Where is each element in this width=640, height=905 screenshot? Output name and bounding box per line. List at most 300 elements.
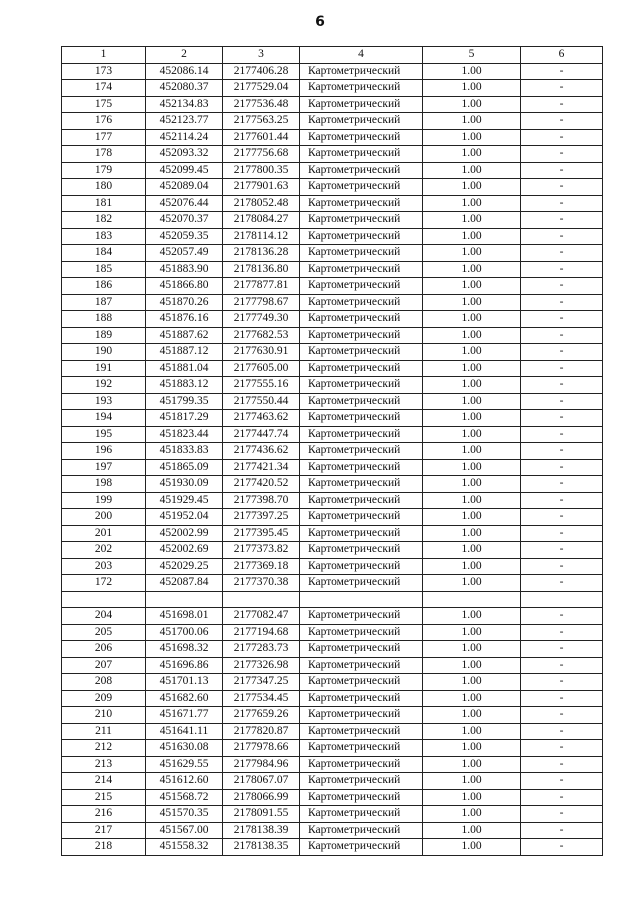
cell-y-coordinate: 2177369.18 xyxy=(223,558,300,575)
cell-note: - xyxy=(521,674,603,691)
cell-y-coordinate: 2177800.35 xyxy=(223,162,300,179)
cell-x-coordinate: 452114.24 xyxy=(146,129,223,146)
cell-method: Картометрический xyxy=(300,278,423,295)
cell-note: - xyxy=(521,162,603,179)
cell-y-coordinate: 2177283.73 xyxy=(223,641,300,658)
cell-point-number: 204 xyxy=(62,608,146,625)
cell-method: Картометрический xyxy=(300,624,423,641)
cell-method: Картометрический xyxy=(300,129,423,146)
cell-point-number: 208 xyxy=(62,674,146,691)
cell-accuracy: 1.00 xyxy=(423,575,521,592)
table-row xyxy=(62,806,603,823)
table-row xyxy=(62,558,603,575)
cell-x-coordinate: 451866.80 xyxy=(146,278,223,295)
cell-x-coordinate: 452099.45 xyxy=(146,162,223,179)
column-header: 1 xyxy=(62,47,146,64)
cell-y-coordinate: 2177529.04 xyxy=(223,80,300,97)
cell-accuracy: 1.00 xyxy=(423,410,521,427)
cell-x-coordinate: 452057.49 xyxy=(146,245,223,262)
cell-y-coordinate: 2177820.87 xyxy=(223,723,300,740)
cell-point-number: 184 xyxy=(62,245,146,262)
cell-method: Картометрический xyxy=(300,674,423,691)
cell-note: - xyxy=(521,129,603,146)
cell-x-coordinate: 451630.08 xyxy=(146,740,223,757)
cell-x-coordinate: 451629.55 xyxy=(146,756,223,773)
cell-note: - xyxy=(521,212,603,229)
cell-x-coordinate: 452134.83 xyxy=(146,96,223,113)
cell-accuracy: 1.00 xyxy=(423,377,521,394)
cell-y-coordinate: 2177978.66 xyxy=(223,740,300,757)
cell-x-coordinate: 451612.60 xyxy=(146,773,223,790)
cell-x-coordinate: 452059.35 xyxy=(146,228,223,245)
cell-point-number: 189 xyxy=(62,327,146,344)
table-row xyxy=(62,789,603,806)
cell-y-coordinate: 2177601.44 xyxy=(223,129,300,146)
cell-x-coordinate: 451883.90 xyxy=(146,261,223,278)
cell-note: - xyxy=(521,740,603,757)
cell-point-number: 206 xyxy=(62,641,146,658)
cell-method: Картометрический xyxy=(300,542,423,559)
column-header: 3 xyxy=(223,47,300,64)
cell-note: - xyxy=(521,756,603,773)
cell-x-coordinate: 451701.13 xyxy=(146,674,223,691)
cell-point-number: 186 xyxy=(62,278,146,295)
cell-method: Картометрический xyxy=(300,690,423,707)
cell-y-coordinate: 2177194.68 xyxy=(223,624,300,641)
cell-point-number: 209 xyxy=(62,690,146,707)
cell-point-number: 188 xyxy=(62,311,146,328)
cell-note: - xyxy=(521,195,603,212)
table-row xyxy=(62,459,603,476)
cell-point-number: 176 xyxy=(62,113,146,130)
table-row xyxy=(62,195,603,212)
cell-point-number xyxy=(62,591,146,608)
cell-y-coordinate: 2178114.12 xyxy=(223,228,300,245)
cell-y-coordinate: 2178052.48 xyxy=(223,195,300,212)
cell-accuracy: 1.00 xyxy=(423,96,521,113)
table-body xyxy=(62,63,603,855)
cell-point-number: 193 xyxy=(62,393,146,410)
cell-x-coordinate: 452029.25 xyxy=(146,558,223,575)
cell-accuracy: 1.00 xyxy=(423,476,521,493)
cell-accuracy: 1.00 xyxy=(423,674,521,691)
cell-accuracy: 1.00 xyxy=(423,773,521,790)
table-row xyxy=(62,113,603,130)
cell-accuracy: 1.00 xyxy=(423,624,521,641)
table-row xyxy=(62,146,603,163)
cell-accuracy: 1.00 xyxy=(423,839,521,856)
cell-method: Картометрический xyxy=(300,393,423,410)
cell-y-coordinate xyxy=(223,591,300,608)
cell-x-coordinate: 451799.35 xyxy=(146,393,223,410)
cell-accuracy: 1.00 xyxy=(423,558,521,575)
table-row xyxy=(62,756,603,773)
cell-note: - xyxy=(521,113,603,130)
cell-note: - xyxy=(521,558,603,575)
cell-y-coordinate: 2178136.80 xyxy=(223,261,300,278)
cell-point-number: 178 xyxy=(62,146,146,163)
cell-x-coordinate: 452002.99 xyxy=(146,525,223,542)
cell-y-coordinate: 2178066.99 xyxy=(223,789,300,806)
cell-method: Картометрический xyxy=(300,789,423,806)
cell-method: Картометрический xyxy=(300,195,423,212)
coordinates-table xyxy=(61,46,603,856)
cell-point-number: 194 xyxy=(62,410,146,427)
cell-accuracy: 1.00 xyxy=(423,525,521,542)
table-row xyxy=(62,426,603,443)
cell-note: - xyxy=(521,63,603,80)
cell-accuracy: 1.00 xyxy=(423,179,521,196)
cell-y-coordinate: 2178084.27 xyxy=(223,212,300,229)
cell-note: - xyxy=(521,806,603,823)
cell-accuracy: 1.00 xyxy=(423,212,521,229)
table-row xyxy=(62,591,603,608)
cell-accuracy: 1.00 xyxy=(423,641,521,658)
cell-point-number: 181 xyxy=(62,195,146,212)
cell-accuracy: 1.00 xyxy=(423,113,521,130)
cell-point-number: 191 xyxy=(62,360,146,377)
cell-method: Картометрический xyxy=(300,162,423,179)
cell-y-coordinate: 2177397.25 xyxy=(223,509,300,526)
table-row xyxy=(62,278,603,295)
cell-method: Картометрический xyxy=(300,228,423,245)
cell-x-coordinate: 451870.26 xyxy=(146,294,223,311)
table-row xyxy=(62,360,603,377)
table-row xyxy=(62,80,603,97)
cell-point-number: 195 xyxy=(62,426,146,443)
cell-y-coordinate: 2177347.25 xyxy=(223,674,300,691)
cell-y-coordinate: 2177605.00 xyxy=(223,360,300,377)
cell-note: - xyxy=(521,575,603,592)
cell-point-number: 200 xyxy=(62,509,146,526)
cell-point-number: 192 xyxy=(62,377,146,394)
cell-accuracy: 1.00 xyxy=(423,426,521,443)
cell-point-number: 202 xyxy=(62,542,146,559)
table-row xyxy=(62,690,603,707)
table-row xyxy=(62,575,603,592)
cell-x-coordinate: 452089.04 xyxy=(146,179,223,196)
cell-y-coordinate: 2177082.47 xyxy=(223,608,300,625)
cell-x-coordinate xyxy=(146,591,223,608)
page-number: 6 xyxy=(315,14,325,30)
cell-x-coordinate: 451568.72 xyxy=(146,789,223,806)
cell-y-coordinate: 2177370.38 xyxy=(223,575,300,592)
cell-x-coordinate: 451682.60 xyxy=(146,690,223,707)
cell-note xyxy=(521,591,603,608)
cell-accuracy: 1.00 xyxy=(423,806,521,823)
cell-point-number: 180 xyxy=(62,179,146,196)
cell-note: - xyxy=(521,426,603,443)
cell-method: Картометрический xyxy=(300,443,423,460)
cell-note: - xyxy=(521,525,603,542)
table-row xyxy=(62,393,603,410)
cell-note: - xyxy=(521,311,603,328)
cell-accuracy: 1.00 xyxy=(423,344,521,361)
cell-method: Картометрический xyxy=(300,63,423,80)
cell-x-coordinate: 452070.37 xyxy=(146,212,223,229)
cell-y-coordinate: 2177326.98 xyxy=(223,657,300,674)
table-row xyxy=(62,542,603,559)
cell-point-number: 217 xyxy=(62,822,146,839)
cell-note: - xyxy=(521,360,603,377)
cell-method: Картометрический xyxy=(300,476,423,493)
cell-point-number: 199 xyxy=(62,492,146,509)
table-row xyxy=(62,228,603,245)
cell-note: - xyxy=(521,459,603,476)
cell-x-coordinate: 451641.11 xyxy=(146,723,223,740)
table-row xyxy=(62,476,603,493)
cell-point-number: 198 xyxy=(62,476,146,493)
cell-method: Картометрический xyxy=(300,839,423,856)
cell-point-number: 190 xyxy=(62,344,146,361)
table-row xyxy=(62,377,603,394)
cell-accuracy: 1.00 xyxy=(423,789,521,806)
cell-point-number: 215 xyxy=(62,789,146,806)
cell-method: Картометрический xyxy=(300,294,423,311)
cell-note: - xyxy=(521,261,603,278)
cell-note: - xyxy=(521,344,603,361)
cell-method: Картометрический xyxy=(300,410,423,427)
cell-note: - xyxy=(521,657,603,674)
cell-accuracy: 1.00 xyxy=(423,509,521,526)
cell-y-coordinate: 2178136.28 xyxy=(223,245,300,262)
cell-note: - xyxy=(521,641,603,658)
cell-accuracy: 1.00 xyxy=(423,146,521,163)
cell-accuracy: 1.00 xyxy=(423,327,521,344)
cell-accuracy: 1.00 xyxy=(423,162,521,179)
cell-accuracy: 1.00 xyxy=(423,311,521,328)
cell-note: - xyxy=(521,245,603,262)
cell-note: - xyxy=(521,410,603,427)
cell-method: Картометрический xyxy=(300,212,423,229)
table-row xyxy=(62,822,603,839)
cell-y-coordinate: 2177659.26 xyxy=(223,707,300,724)
cell-method: Картометрический xyxy=(300,641,423,658)
cell-x-coordinate: 452087.84 xyxy=(146,575,223,592)
cell-x-coordinate: 451833.83 xyxy=(146,443,223,460)
cell-x-coordinate: 451696.86 xyxy=(146,657,223,674)
cell-method: Картометрический xyxy=(300,344,423,361)
cell-method: Картометрический xyxy=(300,261,423,278)
cell-note: - xyxy=(521,723,603,740)
cell-y-coordinate: 2177436.62 xyxy=(223,443,300,460)
cell-method: Картометрический xyxy=(300,426,423,443)
cell-x-coordinate: 451558.32 xyxy=(146,839,223,856)
cell-accuracy: 1.00 xyxy=(423,723,521,740)
cell-note: - xyxy=(521,327,603,344)
cell-note: - xyxy=(521,789,603,806)
cell-y-coordinate: 2177563.25 xyxy=(223,113,300,130)
cell-y-coordinate: 2177756.68 xyxy=(223,146,300,163)
cell-x-coordinate: 451883.12 xyxy=(146,377,223,394)
cell-y-coordinate: 2177984.96 xyxy=(223,756,300,773)
table-row xyxy=(62,509,603,526)
cell-method: Картометрический xyxy=(300,245,423,262)
table-row xyxy=(62,674,603,691)
cell-x-coordinate: 451671.77 xyxy=(146,707,223,724)
cell-x-coordinate: 452002.69 xyxy=(146,542,223,559)
cell-accuracy: 1.00 xyxy=(423,360,521,377)
cell-y-coordinate: 2177373.82 xyxy=(223,542,300,559)
cell-x-coordinate: 451881.04 xyxy=(146,360,223,377)
cell-point-number: 216 xyxy=(62,806,146,823)
cell-accuracy: 1.00 xyxy=(423,707,521,724)
cell-y-coordinate: 2177398.70 xyxy=(223,492,300,509)
cell-method: Картометрический xyxy=(300,773,423,790)
cell-method: Картометрический xyxy=(300,509,423,526)
cell-method: Картометрический xyxy=(300,740,423,757)
cell-x-coordinate: 451700.06 xyxy=(146,624,223,641)
cell-y-coordinate: 2177682.53 xyxy=(223,327,300,344)
cell-y-coordinate: 2177630.91 xyxy=(223,344,300,361)
cell-point-number: 183 xyxy=(62,228,146,245)
cell-x-coordinate: 451930.09 xyxy=(146,476,223,493)
cell-point-number: 179 xyxy=(62,162,146,179)
cell-accuracy: 1.00 xyxy=(423,278,521,295)
cell-x-coordinate: 451876.16 xyxy=(146,311,223,328)
cell-note: - xyxy=(521,624,603,641)
cell-accuracy: 1.00 xyxy=(423,492,521,509)
cell-accuracy xyxy=(423,591,521,608)
cell-method: Картометрический xyxy=(300,756,423,773)
cell-x-coordinate: 452076.44 xyxy=(146,195,223,212)
cell-accuracy: 1.00 xyxy=(423,608,521,625)
table-row xyxy=(62,740,603,757)
cell-method: Картометрический xyxy=(300,377,423,394)
cell-x-coordinate: 451887.12 xyxy=(146,344,223,361)
cell-accuracy: 1.00 xyxy=(423,80,521,97)
cell-point-number: 210 xyxy=(62,707,146,724)
cell-method: Картометрический xyxy=(300,327,423,344)
cell-x-coordinate: 452093.32 xyxy=(146,146,223,163)
table-row xyxy=(62,525,603,542)
cell-accuracy: 1.00 xyxy=(423,393,521,410)
cell-accuracy: 1.00 xyxy=(423,542,521,559)
table-row xyxy=(62,608,603,625)
table-row xyxy=(62,443,603,460)
cell-x-coordinate: 451567.00 xyxy=(146,822,223,839)
cell-accuracy: 1.00 xyxy=(423,294,521,311)
column-header: 2 xyxy=(146,47,223,64)
table-row xyxy=(62,492,603,509)
column-header: 5 xyxy=(423,47,521,64)
column-header: 6 xyxy=(521,47,603,64)
cell-note: - xyxy=(521,608,603,625)
cell-y-coordinate: 2177798.67 xyxy=(223,294,300,311)
cell-y-coordinate: 2178138.39 xyxy=(223,822,300,839)
cell-note: - xyxy=(521,278,603,295)
cell-y-coordinate: 2177749.30 xyxy=(223,311,300,328)
cell-note: - xyxy=(521,509,603,526)
cell-note: - xyxy=(521,690,603,707)
cell-note: - xyxy=(521,179,603,196)
table-row xyxy=(62,344,603,361)
cell-x-coordinate: 451698.01 xyxy=(146,608,223,625)
cell-x-coordinate: 451929.45 xyxy=(146,492,223,509)
table-row xyxy=(62,212,603,229)
cell-y-coordinate: 2177550.44 xyxy=(223,393,300,410)
cell-x-coordinate: 451887.62 xyxy=(146,327,223,344)
cell-method: Картометрический xyxy=(300,608,423,625)
table-row xyxy=(62,773,603,790)
cell-y-coordinate: 2178091.55 xyxy=(223,806,300,823)
cell-accuracy: 1.00 xyxy=(423,459,521,476)
cell-note: - xyxy=(521,822,603,839)
table-row xyxy=(62,129,603,146)
cell-y-coordinate: 2177463.62 xyxy=(223,410,300,427)
cell-y-coordinate: 2177421.34 xyxy=(223,459,300,476)
cell-x-coordinate: 451570.35 xyxy=(146,806,223,823)
cell-y-coordinate: 2177536.48 xyxy=(223,96,300,113)
cell-method xyxy=(300,591,423,608)
cell-point-number: 212 xyxy=(62,740,146,757)
table-row xyxy=(62,311,603,328)
cell-x-coordinate: 452123.77 xyxy=(146,113,223,130)
table-row xyxy=(62,723,603,740)
cell-method: Картометрический xyxy=(300,575,423,592)
cell-y-coordinate: 2177534.45 xyxy=(223,690,300,707)
cell-note: - xyxy=(521,443,603,460)
cell-method: Картометрический xyxy=(300,179,423,196)
cell-x-coordinate: 452086.14 xyxy=(146,63,223,80)
cell-x-coordinate: 451952.04 xyxy=(146,509,223,526)
cell-method: Картометрический xyxy=(300,822,423,839)
cell-method: Картометрический xyxy=(300,558,423,575)
cell-point-number: 218 xyxy=(62,839,146,856)
cell-point-number: 185 xyxy=(62,261,146,278)
cell-note: - xyxy=(521,476,603,493)
cell-x-coordinate: 451823.44 xyxy=(146,426,223,443)
table-header-row xyxy=(62,47,603,64)
cell-method: Картометрический xyxy=(300,459,423,476)
cell-point-number: 196 xyxy=(62,443,146,460)
cell-method: Картометрический xyxy=(300,113,423,130)
table-row xyxy=(62,624,603,641)
cell-method: Картометрический xyxy=(300,311,423,328)
cell-y-coordinate: 2177406.28 xyxy=(223,63,300,80)
cell-accuracy: 1.00 xyxy=(423,195,521,212)
cell-point-number: 203 xyxy=(62,558,146,575)
cell-method: Картометрический xyxy=(300,492,423,509)
cell-note: - xyxy=(521,393,603,410)
cell-y-coordinate: 2178138.35 xyxy=(223,839,300,856)
cell-accuracy: 1.00 xyxy=(423,740,521,757)
cell-accuracy: 1.00 xyxy=(423,63,521,80)
table-row xyxy=(62,63,603,80)
cell-point-number: 182 xyxy=(62,212,146,229)
cell-point-number: 172 xyxy=(62,575,146,592)
cell-point-number: 214 xyxy=(62,773,146,790)
cell-y-coordinate: 2177420.52 xyxy=(223,476,300,493)
cell-note: - xyxy=(521,294,603,311)
cell-point-number: 211 xyxy=(62,723,146,740)
table-row xyxy=(62,179,603,196)
cell-y-coordinate: 2177555.16 xyxy=(223,377,300,394)
cell-point-number: 173 xyxy=(62,63,146,80)
cell-note: - xyxy=(521,707,603,724)
table-row xyxy=(62,245,603,262)
cell-note: - xyxy=(521,773,603,790)
cell-method: Картометрический xyxy=(300,707,423,724)
cell-accuracy: 1.00 xyxy=(423,822,521,839)
cell-y-coordinate: 2177901.63 xyxy=(223,179,300,196)
table-row xyxy=(62,96,603,113)
cell-note: - xyxy=(521,542,603,559)
table-row xyxy=(62,410,603,427)
cell-note: - xyxy=(521,96,603,113)
cell-x-coordinate: 452080.37 xyxy=(146,80,223,97)
cell-x-coordinate: 451865.09 xyxy=(146,459,223,476)
